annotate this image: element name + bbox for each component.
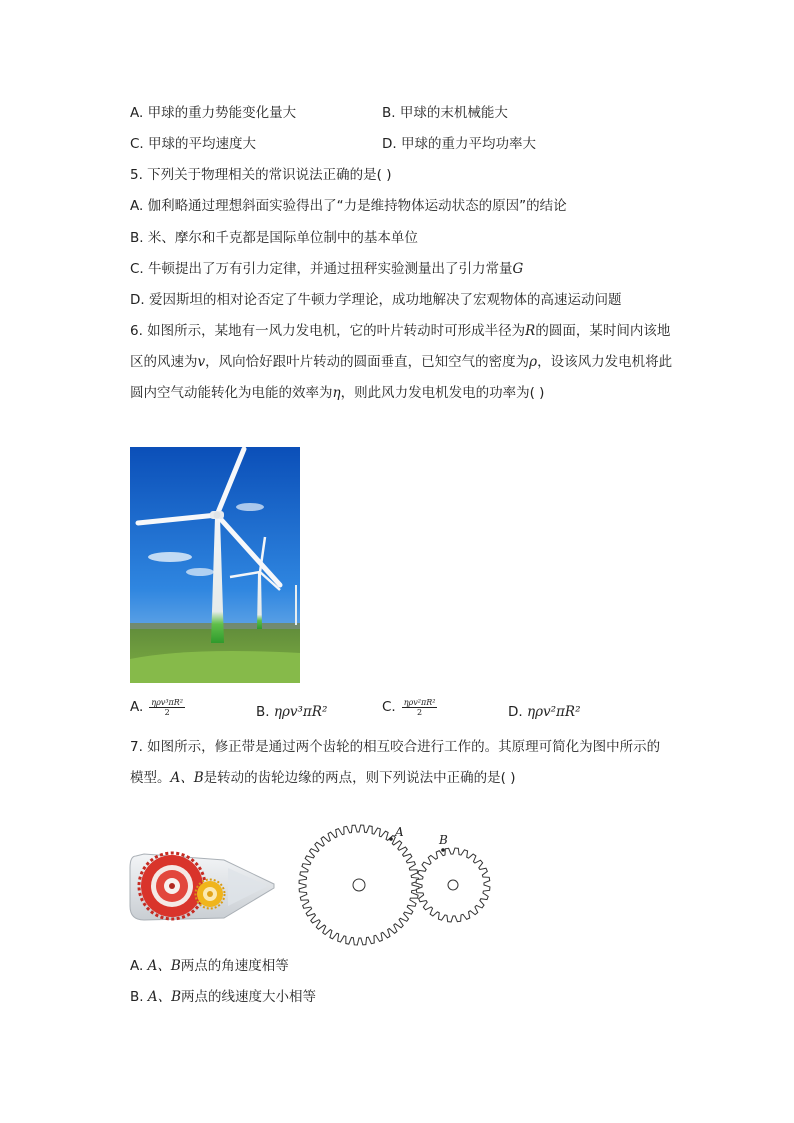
q7-stem-line2: [130, 768, 516, 788]
q5-stem: 5. 下列关于物理相关的常识说法正确的是( ): [130, 167, 392, 183]
q5-option-a: A. 伽利略通过理想斜面实验得出了“力是维持物体运动状态的原因”的结论: [130, 198, 567, 214]
point-a-marker: [389, 837, 393, 841]
q6-text: 区的风速为: [130, 354, 198, 370]
q6-symbol-eta: η: [332, 385, 341, 401]
q6-symbol-v: v: [197, 354, 206, 370]
q7-option-a: [130, 956, 289, 976]
q6-text: 圆内空气动能转化为电能的效率为: [130, 385, 333, 401]
q6-text: 6. 如图所示，某地有一风力发电机，它的叶片转动时可形成半径为: [130, 323, 526, 339]
q6-option-a-denominator: 2: [164, 707, 170, 717]
q6-option-d-label: D.: [508, 704, 523, 720]
q6-option-c-fraction: [402, 698, 438, 717]
q5-option-c-text: C. 牛顿提出了万有引力定律，并通过扭秤实验测量出了引力常量: [130, 261, 513, 277]
point-b-label: B: [439, 833, 448, 847]
q7-text: 是转动的齿轮边缘的两点，则下列说法中正确的是( ): [203, 770, 516, 786]
q6-text: 的圆面，某时间内该地: [535, 323, 671, 339]
wind-turbine-image: [130, 447, 300, 683]
q5-option-d: D. 爱因斯坦的相对论否定了牛顿力学理论，成功地解决了宏观物体的高速运动问题: [130, 292, 622, 308]
q6-symbol-r: R: [525, 323, 536, 339]
q5-option-c-symbol: G: [512, 261, 524, 277]
q7-option-b-label: B.: [130, 989, 148, 1005]
q5-option-b: B. 米、摩尔和千克都是国际单位制中的基本单位: [130, 230, 418, 246]
large-gear-axle: [353, 879, 365, 891]
q6-stem-line1: [130, 321, 670, 341]
q6-option-a-numerator: ηρv³πR²: [151, 697, 184, 707]
q6-option-a-fraction: [149, 698, 185, 717]
q6-option-b: [256, 702, 327, 722]
q6-option-d: [508, 702, 581, 722]
q7-option-b-text: 两点的线速度大小相等: [181, 989, 317, 1005]
point-b-marker: [441, 848, 445, 852]
q7-option-b: [130, 987, 316, 1007]
q6-option-b-expression: ηρv³πR²: [273, 704, 328, 720]
correction-tape-image: [128, 848, 276, 926]
q4-option-a: A. 甲球的重力势能变化量大: [130, 105, 297, 121]
q6-stem-line3: [130, 383, 544, 403]
q4-option-d: D. 甲球的重力平均功率大: [382, 136, 536, 152]
q6-option-c: [382, 697, 437, 717]
q7-option-a-label: A.: [130, 958, 148, 974]
q6-stem-line2: [130, 352, 672, 372]
q5-option-c: [130, 259, 523, 279]
q6-option-a: [130, 697, 185, 717]
q6-text: ，则此风力发电机发电的功率为( ): [340, 385, 545, 401]
q6-text: ，风向恰好跟叶片转动的圆面垂直，已知空气的密度为: [205, 354, 530, 370]
q4-option-b: B. 甲球的末机械能大: [382, 105, 508, 121]
q7-option-b-symbol: A、B: [147, 989, 182, 1005]
q6-option-c-numerator: ηρv²πR²: [403, 697, 436, 707]
q7-option-a-text: 两点的角速度相等: [180, 958, 289, 974]
q7-stem-line1: 7. 如图所示，修正带是通过两个齿轮的相互咬合进行工作的。其原理可简化为图中所示的: [130, 739, 661, 755]
q7-text: 模型。: [130, 770, 171, 786]
q6-symbol-rho: ρ: [529, 354, 538, 370]
q6-option-b-label: B.: [256, 704, 270, 720]
q6-option-d-expression: ηρv²πR²: [526, 704, 581, 720]
small-gear-axle: [448, 880, 458, 890]
point-a-label: A: [395, 825, 404, 839]
q6-option-c-denominator: 2: [417, 707, 423, 717]
gear-model-diagram: [292, 822, 498, 950]
q4-option-c: C. 甲球的平均速度大: [130, 136, 257, 152]
q6-option-c-label: C.: [382, 699, 396, 715]
q6-option-a-label: A.: [130, 699, 144, 715]
q6-text: ，设该风力发电机将此: [537, 354, 673, 370]
q7-option-a-symbol: A、B: [147, 958, 181, 974]
q7-symbol-ab: A、B: [170, 770, 204, 786]
